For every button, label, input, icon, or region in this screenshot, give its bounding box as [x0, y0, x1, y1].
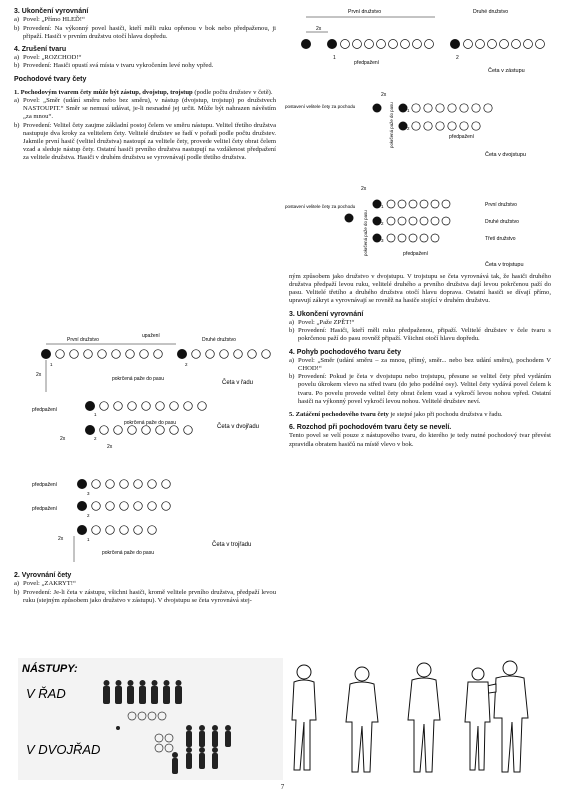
heading-ukonceni-vyrovnani: 3. Ukončení vyrovnání: [14, 8, 89, 15]
svg-text:První družstvo: První družstvo: [485, 202, 517, 208]
svg-text:postavení velitele čety za poc: postavení velitele čety za pochodu: [285, 104, 356, 109]
diagram-trojstup: [285, 180, 560, 275]
svg-text:2: 2: [185, 362, 188, 367]
right-column-text: [289, 273, 551, 449]
svg-text:pokrčená paže do pasu: pokrčená paže do pasu: [112, 376, 164, 382]
svg-text:předpažení: předpažení: [32, 482, 58, 488]
heading-rozchod: 6. Rozchod při pochodovém tvaru čety se nevelí.: [289, 424, 452, 431]
paragraph-1: 1. Pochodovým tvarem čety může být zástup, dvojstup, trojstup (podle počtu družstev v četě).: [14, 89, 273, 96]
svg-text:pokrčená paže do pasu: pokrčená paže do pasu: [102, 550, 154, 556]
svg-text:předpažení: předpažení: [32, 407, 58, 413]
svg-text:2: 2: [87, 513, 90, 518]
continued-paragraph: ným způsobem jako družstvo v dvojstupu. V trojstupu se četa vyrovnává tak, že hasiči druhého družstva předpaží levou ruku, velitelé druhého a prvního družstva dají levou pokrčenou paží do pasu. Velitelé třetího a druhého družstva otočí hlavu doprava. Ostatní hasiči se dívají přímo, upravují zákryt a vyrovnávají se rovněž na hasiče stojící v druhém družstvu.: [289, 273, 551, 305]
list-item: b) Provedení: Velitel čety zaujme základní postoj čelem ve směru nástupu. Velitel třetího družstva nastupuje dva kroky za velitelem čety. Velitelé družstev se řadí v pořadí podle počtu družstev. Jakmile první hasič (velitel družstva) nastoupí za velitele čety, provede velitel čety obrat čelem vzad a sleduje nástup čety. Ostatní hasiči prvního družstva nastupují na vzdálenost předpažení za velitele družstva. Hasiči v druhém družstvu se vyrovnávají podle třetího družstva.: [14, 121, 276, 162]
svg-text:2: 2: [94, 436, 97, 441]
svg-text:Druhé družstvo: Druhé družstvo: [202, 337, 236, 343]
svg-text:1: 1: [381, 204, 384, 209]
svg-text:3: 3: [87, 491, 90, 496]
svg-text:1: 1: [50, 362, 53, 367]
illustration-firefighters: [282, 660, 557, 778]
diagram-trojrad: [32, 476, 282, 566]
svg-text:předpažení: předpažení: [354, 60, 380, 66]
svg-text:2: 2: [407, 126, 410, 131]
label-ceta-dvojstup: Četa v dvojstupu: [485, 152, 526, 158]
left-column-bottom: [14, 572, 276, 605]
svg-text:2x: 2x: [60, 436, 66, 442]
diagram-dvojstup: [285, 90, 560, 170]
list-item: b) Provedení: Hasiči, kteří měli ruku předpaženou, připaží. Velitelé družstev v čele tvaru s pokrčenou paží do pasu rovněž připaží. Všichni otočí hlavu dopředu.: [289, 327, 551, 343]
svg-text:První družstvo: První družstvo: [67, 337, 99, 343]
paragraph-6: Tento povel se velí pouze z nástupového tvaru, do kterého je tedy nutné pochodový tvar převést zpravidla obratem hasičů na místě vlevo v bok.: [289, 432, 551, 448]
svg-text:předpažení: předpažení: [32, 506, 58, 512]
svg-text:1: 1: [333, 55, 336, 61]
label-ceta-zastup: Četa v zástupu: [488, 68, 525, 74]
section-title: Pochodové tvary čety: [14, 75, 87, 83]
list-item: b) Provedení: Na výkonný povel hasiči, kteří měli ruku opřenou v bok nebo předpaženou, ji připaží. Hasiči v prvním družstvu otočí hlavu dopředu.: [14, 24, 276, 40]
svg-text:2x: 2x: [58, 536, 64, 542]
svg-text:2x: 2x: [107, 444, 113, 450]
svg-text:2x: 2x: [316, 26, 322, 32]
list-item: a) Povel: „ZAKRYT!“: [14, 580, 76, 588]
left-column-top: [14, 8, 276, 162]
label-nastupy: NÁSTUPY:: [22, 663, 78, 675]
diagram-dvojrad: [32, 396, 282, 456]
commander-mark: [301, 39, 311, 49]
list-item: b) Provedení: Hasiči opustí svá místa v tvaru vykročením levé nohy vpřed.: [14, 62, 214, 70]
heading-zataceni: 5. Zatáčení pochodového tvaru čety: [289, 410, 389, 418]
list-item: a) Povel: „Přímo HLEĎ!“: [14, 16, 85, 24]
svg-text:postavení velitele čety za poc: postavení velitele čety za pochodu: [285, 204, 356, 209]
label-prvni-druzstvo: První družstvo: [348, 9, 382, 15]
list-item: a) Povel: „Směr (udání směru – za mnou, přímý, směr... nebo bez udání směru), pochodem V CHOD!“: [289, 356, 551, 373]
paragraph-1-title: 1. Pochodovým tvarem čety může být zástup, dvojstup, trojstup: [14, 89, 193, 96]
svg-text:předpažení: předpažení: [403, 251, 429, 257]
label-ceta-trojrad: Četa v trojřadu: [212, 542, 252, 548]
soldier-marks: [341, 40, 545, 49]
list-item: b) Provedení: Je-li četa v zástupu, všichni hasiči, kromě velitele prvního družstva, předpaží levou ruku (stejným způsobem jako družstvo v zástupu). V dvojstupu se četa vyrovnává stej-: [14, 588, 276, 604]
heading-vyrovnani-cety: 2. Vyrovnání čety: [14, 572, 72, 579]
list-item: a) Povel: „Paže ZPĚT!“: [289, 319, 355, 327]
svg-text:2: 2: [456, 55, 459, 61]
label-ceta-dvojrad: Četa v dvojřadu: [217, 424, 260, 430]
svg-text:1: 1: [94, 412, 97, 417]
svg-text:Třetí družstvo: Třetí družstvo: [485, 236, 516, 242]
paragraph-5: 5. Zatáčení pochodového tvaru čety je stejné jako při pochodu družstva v řadu.: [289, 410, 503, 418]
list-item: a) Povel: „Směr (udání směru nebo bez směru), v nástup (dvojstup, trojstup) po družstvech NASTOUPIT.“ Směr se nemusí udávat, je-li nesnadné jej určit. Může být nahrazen návěstím „za mnou“.: [14, 97, 276, 121]
label-ceta-trojstup: Četa v trojstupu: [485, 262, 524, 268]
svg-text:2: 2: [381, 221, 384, 226]
svg-text:2x: 2x: [36, 372, 42, 378]
heading-zruseni-tvaru: 4. Zrušení tvaru: [14, 45, 67, 53]
label-v-dvojrad: V DVOJŘAD: [26, 742, 101, 757]
heading-ukonceni-vyrovnani-2: 3. Ukončení vyrovnání: [289, 310, 364, 318]
page-number: 7: [280, 783, 285, 791]
svg-text:3: 3: [381, 238, 384, 243]
svg-text:předpažení: předpažení: [449, 134, 475, 140]
list-item: b) Provedení: Pokud je četa v dvojstupu nebo trojstupu, přesune se velitel čety před vydáním povelu úkrokem vlevo na střed tvaru (do jeho podélné osy). Velitel čety vydává povel čelem k tvaru. Po povelu provede velitel čety obrat čelem vzad a vykročí levou nohou vpřed. Ostatní hasiči na výkonný povel vykročí levou nohou. Velitelé družstev neví.: [289, 373, 551, 405]
list-item: a) Povel: „ROZCHOD!“: [14, 54, 82, 62]
svg-text:pokrčená paže do pasu: pokrčená paže do pasu: [389, 102, 394, 148]
diagram-zastup: [288, 4, 558, 84]
heading-pohyb: 4. Pohyb pochodového tvaru čety: [289, 348, 402, 356]
svg-text:pokrčená paže do pasu: pokrčená paže do pasu: [363, 210, 368, 256]
illustration-nastupy: [18, 658, 283, 780]
diagram-rad: [32, 332, 282, 394]
svg-text:1: 1: [87, 537, 90, 542]
label-v-rad: V ŘAD: [26, 686, 66, 701]
svg-text:Druhé družstvo: Druhé družstvo: [485, 219, 519, 225]
firefighter-figures: [292, 661, 528, 772]
leader-mark: [327, 39, 337, 49]
svg-text:2x: 2x: [361, 186, 367, 192]
label-ceta-rad: Četa v řadu: [222, 380, 254, 386]
svg-text:1: 1: [407, 108, 410, 113]
svg-text:pokrčená paže do pasu: pokrčená paže do pasu: [124, 420, 176, 426]
svg-text:upažení: upažení: [142, 333, 160, 339]
label-druhe-druzstvo: Druhé družstvo: [473, 9, 509, 15]
svg-text:2x: 2x: [381, 92, 387, 98]
